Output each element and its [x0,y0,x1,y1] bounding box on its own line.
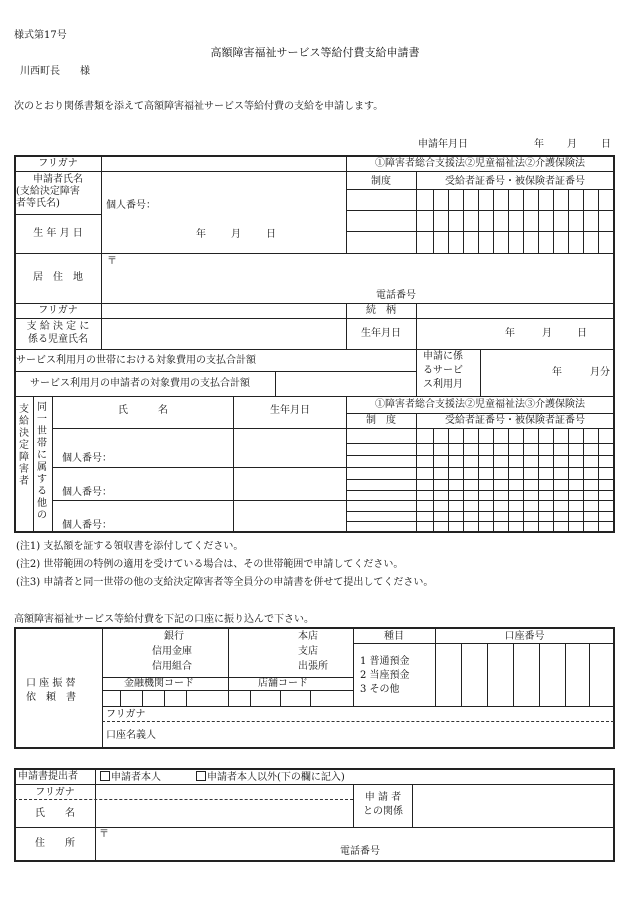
applicant-total-field[interactable] [277,372,415,395]
submitter-relation-field[interactable] [414,786,612,826]
form-number: 様式第17号 [14,30,67,41]
bank-sonota[interactable]: 3 その他 [360,684,400,695]
child-birth-year: 年 [505,328,515,339]
date-year-label: 年 [534,139,544,150]
member2-individual-number-label: 個人番号： [62,487,112,498]
submitter-relation-label-2: との関係 [363,806,403,817]
household-law-header: ①障害者総合支援法②児童福祉法③介護保険法 [375,399,585,410]
child-name-label: 支 給 決 定 に [26,321,90,332]
bank-intro: 高額障害福祉サービス等給付費を下記の口座に振り込んで下さい。 [14,614,314,625]
submitter-label: 申請書提出者 [18,771,78,782]
bank-furigana-label: フリガナ [106,709,146,720]
bank-shumoku-label: 種目 [384,631,404,642]
household-side-label-b: 同一世帯に属する他の [37,402,47,521]
bank-side-label-2: 依 頼 書 [26,692,76,703]
submitter-name-field[interactable] [97,800,352,826]
note-2: (注2) 世帯範囲の特例の適用を受けている場合は、その世帯範囲で申請してください。 [16,559,404,570]
submitter-phone-label: 電話番号 [340,846,380,857]
bank-ginko: 銀行 [164,631,184,642]
household-seido-label: 制 度 [366,415,396,426]
child-name-label-2: 係る児童氏名 [28,334,88,345]
bank-shinyo-kumiai: 信用組合 [152,661,192,672]
household-jukyu-label: 受給者証番号・被保険者証番号 [445,415,585,426]
bank-shiten: 支店 [298,646,318,657]
applicant-jukyu-label: 受給者証番号・被保険者証番号 [445,176,585,187]
date-day-label: 日 [601,139,611,150]
addressee: 川西町長 様 [20,66,90,77]
applicant-name-label: 申請者氏名 [33,174,83,185]
form-title: 高額障害福祉サービス等給付費支給申請書 [210,46,420,59]
submitter-option-self-label: 申請者本人 [111,772,161,783]
submitter-option-self[interactable] [100,771,161,784]
applicant-furigana-label: フリガナ [38,158,78,169]
household-side-label-a: 支給決定障害者 [19,404,29,487]
applicant-address-field[interactable] [103,255,613,302]
submitter-name-label: 氏 名 [35,808,75,819]
submitter-option-other[interactable] [196,771,345,784]
bank-side-label: 口 座 振 替 [26,678,76,689]
applicant-birth-day: 日 [266,229,276,240]
checkbox-other[interactable] [196,771,206,781]
note-3: (注3) 申請者と同一世帯の他の支給決定障害者等全員分の申請書を併せて提出してください。 [16,577,434,588]
bank-account-number-label: 口座番号 [504,631,545,642]
child-relation-label: 続 柄 [366,305,396,316]
applicant-birth-month: 月 [231,229,241,240]
applicant-birth-year: 年 [196,229,206,240]
bank-institution-code-label: 金融機関コード [124,678,194,689]
child-furigana-label: フリガナ [38,305,78,316]
submitter-address-label: 住 所 [35,838,75,849]
bank-honten: 本店 [298,631,318,642]
service-month-label-2: るサービ [423,365,463,376]
bank-account-holder-field[interactable] [229,722,613,746]
applicant-phone-label: 電話番号 [376,290,416,301]
applicant-postal-mark: 〒 [107,256,117,267]
application-date-label: 申請年月日 [418,139,468,150]
household-total-label: サービス利用月の世帯における対象費用の支払合計額 [16,355,256,366]
applicant-address-label: 居 住 地 [33,272,83,283]
household-name-header: 氏 名 [118,405,168,416]
applicant-name-label-2: (支給決定障害 [16,186,80,197]
applicant-total-label: サービス利用月の申請者の対象費用の支払合計額 [30,378,250,389]
bank-toza[interactable]: 2 当座預金 [360,670,410,681]
applicant-name-label-3: 者等氏名) [16,198,60,209]
household-birth-header: 生年月日 [270,405,310,416]
checkbox-self[interactable] [100,771,110,781]
applicant-birth-label: 生 年 月 日 [33,228,83,239]
bank-branch-code-label: 店舗コード [258,678,308,689]
submitter-postal-mark: 〒 [99,829,109,840]
service-month-year: 年 [552,367,562,378]
child-birth-label: 生年月日 [361,328,401,339]
service-month-label-3: ス利用月 [423,379,463,390]
member1-individual-number-label: 個人番号： [62,453,112,464]
submitter-address-field[interactable] [97,829,612,859]
member3-individual-number-label: 個人番号： [62,520,112,531]
applicant-individual-number-label: 個人番号： [106,200,156,211]
child-birth-day: 日 [577,328,587,339]
child-name-field[interactable] [103,319,345,348]
applicant-law-header: ①障害者総合支援法②児童福祉法②介護保険法 [375,158,585,169]
submitter-relation-label: 申 請 者 [364,792,402,803]
applicant-furigana-field[interactable] [103,157,345,170]
child-birth-month: 月 [542,328,552,339]
service-month-label: 申請に係 [423,351,463,362]
date-month-label: 月 [567,139,577,150]
submitter-furigana-label: フリガナ [35,787,75,798]
service-month-unit: 月分 [590,367,610,378]
bank-shucchojo: 出張所 [298,661,328,672]
bank-shinyo-kinko: 信用金庫 [152,646,192,657]
note-1: (注1) 支払額を証する領収書を添付してください。 [16,541,244,552]
submitter-option-other-label: 申請者本人以外(下の欄に記入) [207,772,345,783]
applicant-seido-label: 制度 [371,176,391,187]
bank-futsu[interactable]: 1 普通預金 [360,656,410,667]
bank-account-holder-label: 口座名義人 [106,730,156,741]
intro-text: 次のとおり関係書類を添えて高額障害福祉サービス等給付費の支給を申請します。 [14,101,384,112]
